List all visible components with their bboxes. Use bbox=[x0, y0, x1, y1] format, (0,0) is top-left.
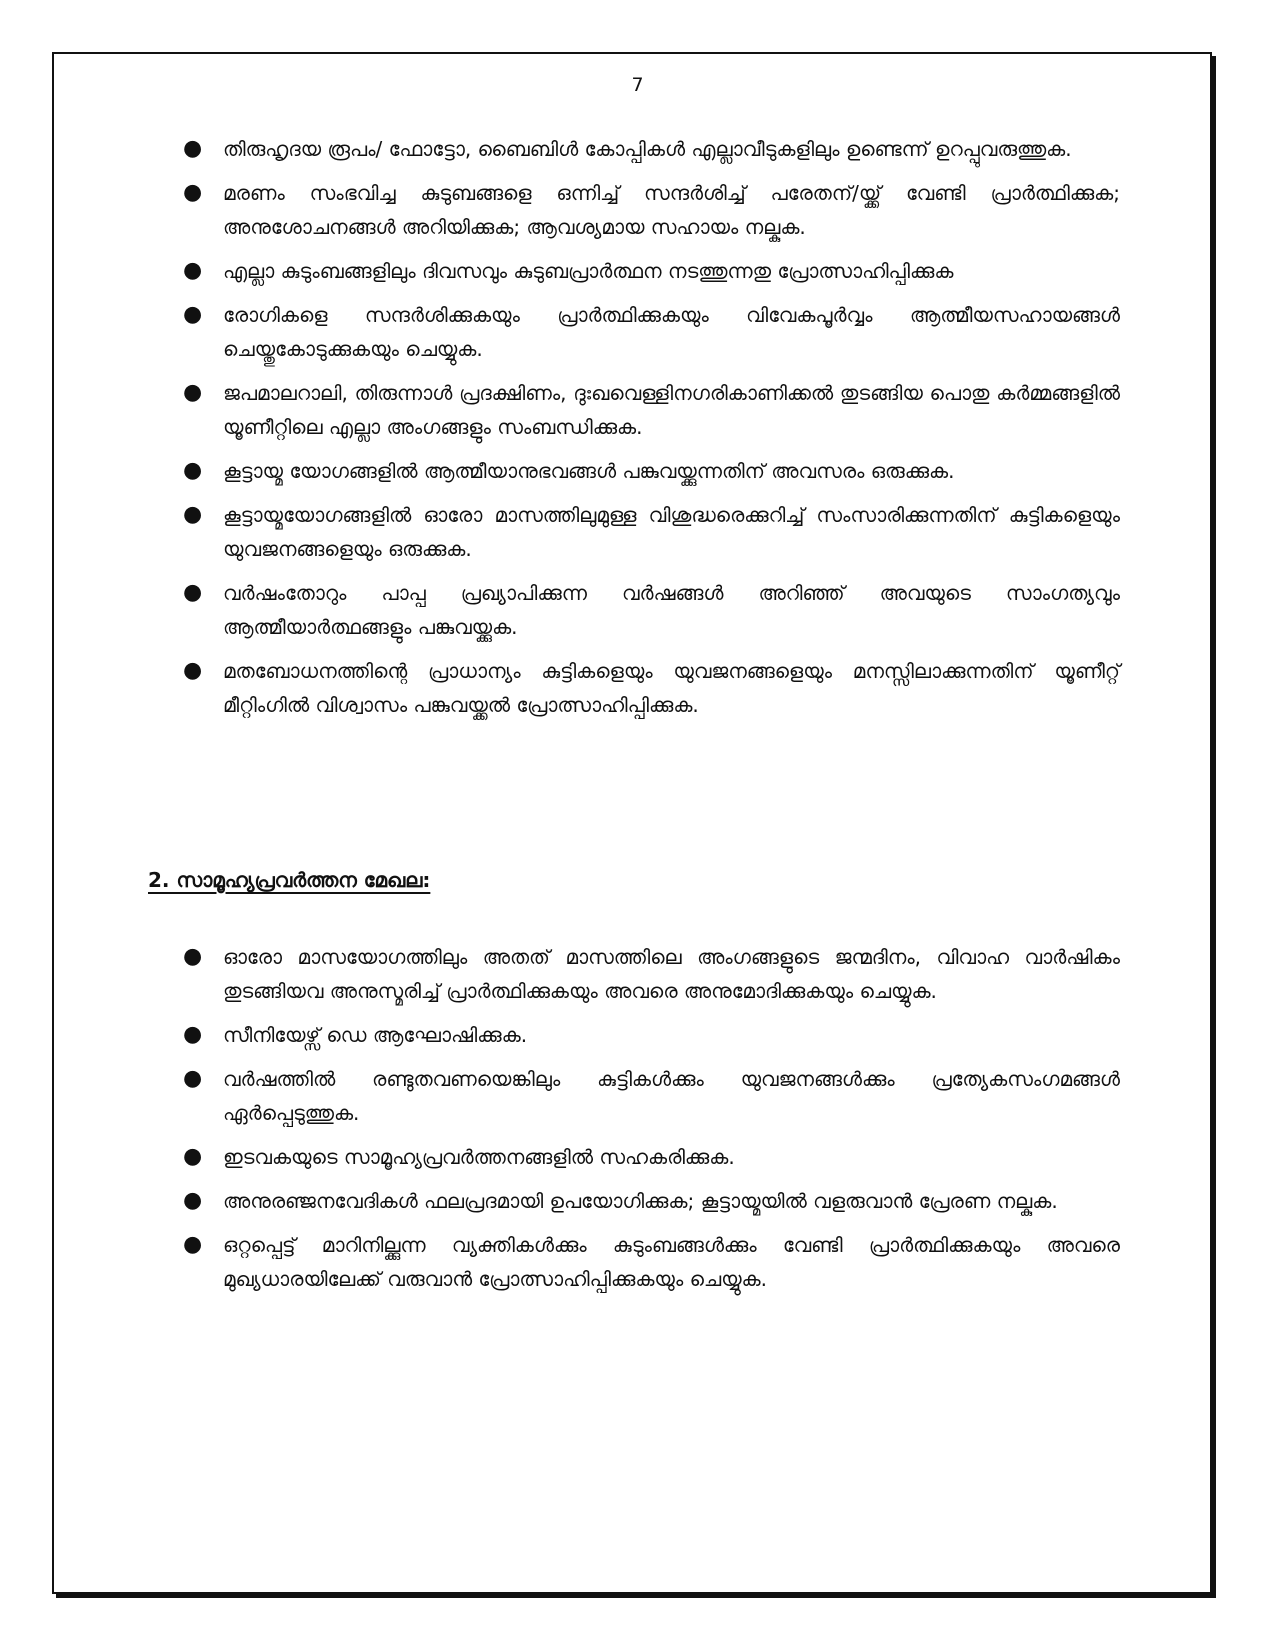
list-item-text: ഒറ്റപ്പെട്ട് മാറിനില്ക്കുന്ന വ്യക്തികൾക്കും കുടുംബങ്ങൾക്കും വേണ്ടി പ്രാർത്ഥിക്കുകയും അവരെ മുഖ്യധാരയിലേക്ക് വരുവാൻ പ്രോത്സാഹിപ്പിക്കുകയും ചെയ്യുക. bbox=[223, 1233, 1120, 1291]
list-item bbox=[175, 298, 1120, 366]
bullet-icon: ● bbox=[183, 458, 203, 483]
list-item bbox=[175, 498, 1120, 566]
bullet-icon: ● bbox=[183, 502, 203, 527]
list-item bbox=[175, 576, 1120, 644]
bullet-icon: ● bbox=[183, 1188, 203, 1213]
list-item bbox=[175, 454, 1120, 488]
bullet-icon: ● bbox=[183, 136, 203, 161]
bullet-icon: ● bbox=[183, 258, 203, 283]
list-item bbox=[175, 132, 1120, 166]
list-item-text: കൂട്ടായ്മ യോഗങ്ങളിൽ ആത്മീയാനുഭവങ്ങൾ പങ്കുവയ്ക്കുന്നതിന് അവസരം ഒരുക്കുക. bbox=[223, 459, 955, 483]
bullet-icon: ● bbox=[183, 1066, 203, 1091]
list-item bbox=[175, 176, 1120, 244]
list-item bbox=[175, 1228, 1120, 1296]
list-item-text: എല്ലാ കുടുംബങ്ങളിലും ദിവസവും കുടുബപ്രാർത്ഥന നടത്തുന്നതു പ്രോത്സാഹിപ്പിക്കുക bbox=[223, 259, 954, 283]
list-item-text: സീനിയേഴ്സ് ഡെ ആഘോഷിക്കുക. bbox=[223, 1023, 528, 1047]
bullet-list-section-1 bbox=[175, 132, 1120, 732]
bullet-icon: ● bbox=[183, 302, 203, 327]
list-item-text: ഓരോ മാസയോഗത്തിലും അതത് മാസത്തിലെ അംഗങ്ങളുടെ ജന്മദിനം, വിവാഹ വാർഷികം തുടങ്ങിയവ അനുസ്മരിച്ച് പ്രാർത്ഥിക്കുകയും അവരെ അനുമോദിക്കുകയും ചെയ്യുക. bbox=[223, 945, 1120, 1003]
list-item bbox=[175, 654, 1120, 722]
list-item-text: കൂട്ടായ്മയോഗങ്ങളിൽ ഓരോ മാസത്തിലുമുള്ള വിശുദ്ധരെക്കുറിച്ച് സംസാരിക്കുന്നതിന് കുട്ടികളെയും യുവജനങ്ങളെയും ഒരുക്കുക. bbox=[223, 503, 1120, 561]
list-item-text: മരണം സംഭവിച്ച കുടുബങ്ങളെ ഒന്നിച്ച് സന്ദർശിച്ച് പരേതന്/യ്ക്ക് വേണ്ടി പ്രാർത്ഥിക്കുക; അനുശോചനങ്ങൾ അറിയിക്കുക; ആവശ്യമായ സഹായം നല്കുക. bbox=[223, 181, 1120, 239]
list-item-text: മതബോധനത്തിന്റെ പ്രാധാന്യം കുട്ടികളെയും യുവജനങ്ങളെയും മനസ്സിലാക്കുന്നതിന് യൂണീറ്റ് മീറ്റിംഗിൽ വിശ്വാസം പങ്കുവയ്ക്കൽ പ്രോത്സാഹിപ്പിക്കുക. bbox=[223, 659, 1120, 717]
list-item-text: തിരുഹൃദയ രൂപം/ ഫോട്ടോ, ബൈബിൾ കോപ്പികൾ എല്ലാവീടുകളിലും ഉണ്ടെന്ന് ഉറപ്പുവരുത്തുക. bbox=[223, 137, 1072, 161]
list-item bbox=[175, 1184, 1120, 1218]
bullet-list-section-2 bbox=[175, 940, 1120, 1306]
list-item bbox=[175, 940, 1120, 1008]
list-item bbox=[175, 1018, 1120, 1052]
list-item bbox=[175, 1062, 1120, 1130]
bullet-icon: ● bbox=[183, 944, 203, 969]
section-heading: 2. സാമൂഹ്യപ്രവർത്തന മേഖല: bbox=[148, 868, 431, 892]
bullet-icon: ● bbox=[183, 658, 203, 683]
list-item-text: വർഷംതോറും പാപ്പ പ്രഖ്യാപിക്കുന്ന വർഷങ്ങൾ അറിഞ്ഞ് അവയുടെ സാംഗത്യവും ആത്മീയാർത്ഥങ്ങളും പങ്കുവയ്ക്കുക. bbox=[223, 581, 1120, 639]
page-number: 7 bbox=[631, 74, 644, 96]
bullet-icon: ● bbox=[183, 380, 203, 405]
list-item bbox=[175, 254, 1120, 288]
list-item-text: വർഷത്തിൽ രണ്ടുതവണയെങ്കിലും കുട്ടികൾക്കും യുവജനങ്ങൾക്കും പ്രത്യേകസംഗമങ്ങൾ ഏർപ്പെടുത്തുക. bbox=[223, 1067, 1120, 1125]
list-item-text: ജപമാലറാലി, തിരുന്നാൾ പ്രദക്ഷിണം, ദുഃഖവെള്ളിനഗരികാണിക്കൽ തുടങ്ങിയ പൊതു കർമ്മങ്ങളിൽ യൂണീറ്റിലെ എല്ലാ അംഗങ്ങളും സംബന്ധിക്കുക. bbox=[223, 381, 1120, 439]
bullet-icon: ● bbox=[183, 1144, 203, 1169]
bullet-icon: ● bbox=[183, 180, 203, 205]
bullet-icon: ● bbox=[183, 1022, 203, 1047]
list-item-text: അനുരഞ്ജനവേദികൾ ഫലപ്രദമായി ഉപയോഗിക്കുക; കൂട്ടായ്മയിൽ വളരുവാൻ പ്രേരണ നല്കുക. bbox=[223, 1189, 1058, 1213]
list-item-text: രോഗികളെ സന്ദർശിക്കുകയും പ്രാർത്ഥിക്കുകയും വിവേകപൂർവ്വം ആത്മീയസഹായങ്ങൾ ചെയ്തുകോടുക്കുകയും ചെയ്യുക. bbox=[223, 303, 1120, 361]
bullet-icon: ● bbox=[183, 1232, 203, 1257]
bullet-icon: ● bbox=[183, 580, 203, 605]
list-item-text: ഇടവകയുടെ സാമൂഹ്യപ്രവർത്തനങ്ങളിൽ സഹകരിക്കുക. bbox=[223, 1145, 735, 1169]
list-item bbox=[175, 376, 1120, 444]
list-item bbox=[175, 1140, 1120, 1174]
